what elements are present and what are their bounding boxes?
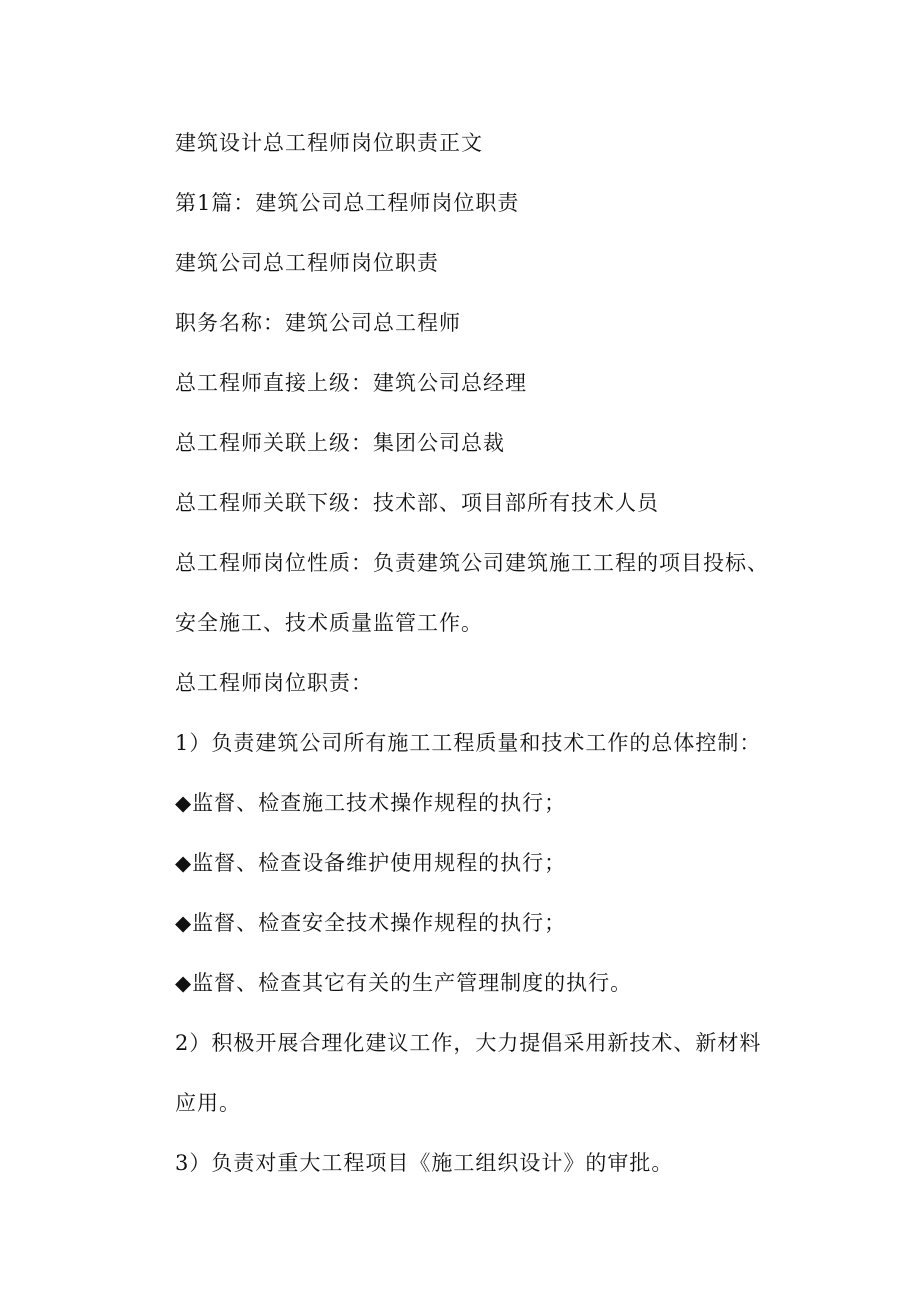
bullet-item: ◆监督、检查设备维护使用规程的执行； xyxy=(175,851,567,875)
chapter-heading: 第1篇：建筑公司总工程师岗位职责 xyxy=(175,191,520,215)
document-title: 建筑设计总工程师岗位职责正文 xyxy=(175,131,483,155)
duty-item-1: 1）负责建筑公司所有施工工程质量和技术工作的总体控制： xyxy=(175,731,762,755)
job-nature-line-2: 安全施工、技术质量监管工作。 xyxy=(175,611,483,635)
related-subordinate: 总工程师关联下级：技术部、项目部所有技术人员 xyxy=(175,491,659,515)
bullet-item: ◆监督、检查其它有关的生产管理制度的执行。 xyxy=(175,971,633,995)
duty-item-3: 3）负责对重大工程项目《施工组织设计》的审批。 xyxy=(175,1151,674,1175)
related-superior: 总工程师关联上级：集团公司总裁 xyxy=(175,431,505,455)
bullet-item: ◆监督、检查施工技术操作规程的执行； xyxy=(175,791,567,815)
bullet-item: ◆监督、检查安全技术操作规程的执行； xyxy=(175,911,567,935)
document-body xyxy=(175,128,775,1178)
job-nature-line-1: 总工程师岗位性质：负责建筑公司建筑施工工程的项目投标、 xyxy=(175,551,769,575)
duties-heading: 总工程师岗位职责： xyxy=(175,671,373,695)
direct-superior: 总工程师直接上级：建筑公司总经理 xyxy=(175,371,527,395)
section-heading: 建筑公司总工程师岗位职责 xyxy=(175,251,439,275)
duty-item-2-line-1: 2）积极开展合理化建议工作，大力提倡采用新技术、新材料 xyxy=(175,1031,762,1055)
job-name: 职务名称：建筑公司总工程师 xyxy=(175,311,461,335)
duty-item-2-line-2: 应用。 xyxy=(175,1091,241,1115)
